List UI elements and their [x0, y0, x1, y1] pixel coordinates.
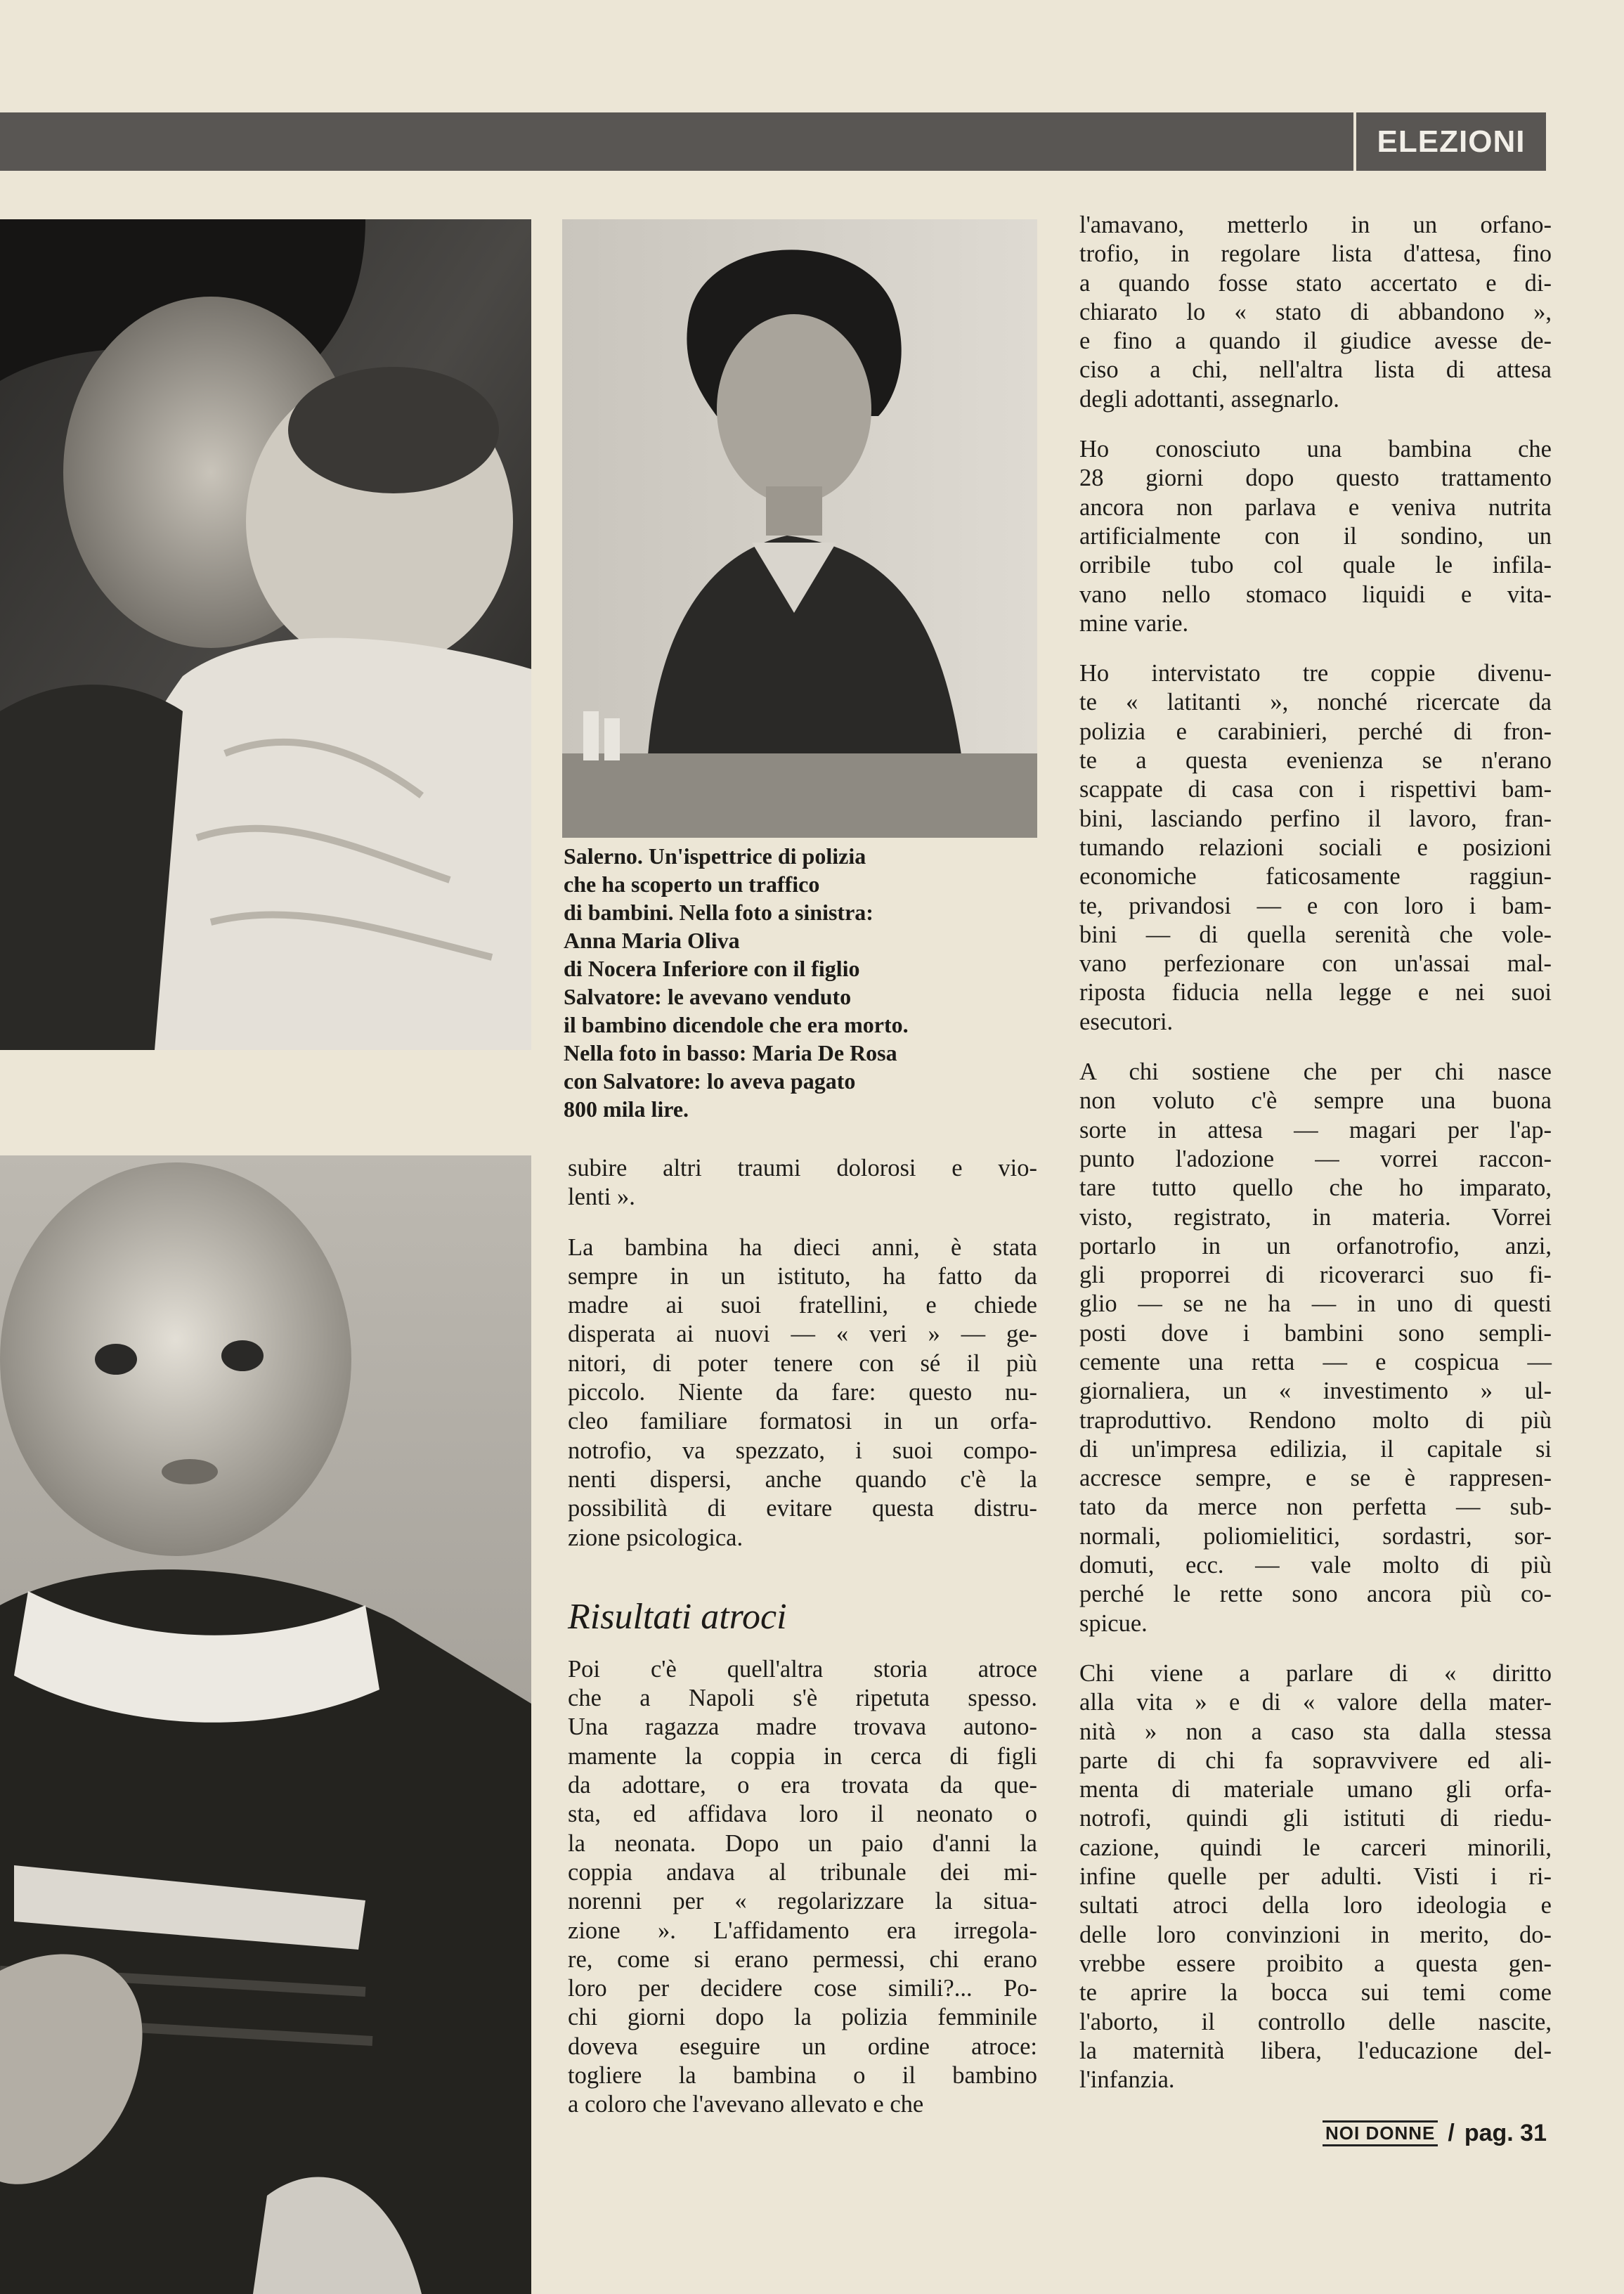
magazine-logo: NOI DONNE — [1323, 2120, 1438, 2146]
caption-line: Salerno. Un'ispettrice di polizia — [564, 843, 866, 869]
text-line: doveva eseguire un ordine atroce: — [568, 2033, 1037, 2060]
caption-line: con Salvatore: lo aveva pagato — [564, 1068, 856, 1094]
text-line: parte di chi fa sopravvivere ed ali- — [1079, 1747, 1552, 1774]
text-line: cleo familiare formatosi in un orfa- — [568, 1408, 1037, 1435]
text-line: artificialmente con il sondino, un — [1079, 522, 1552, 550]
text-line: trofio, in regolare lista d'attesa, fino — [1079, 240, 1552, 268]
text-line: possibilità di evitare questa distru- — [568, 1495, 1037, 1522]
text-line: Poi c'è quell'altra storia atroce — [568, 1655, 1037, 1683]
text-line: bini, lasciando perfino il lavoro, fran- — [1079, 805, 1552, 832]
text-line: vano nello stomaco liquidi e vita- — [1079, 581, 1552, 608]
text-line: te aprire la bocca sui temi come — [1079, 1979, 1552, 2007]
paragraph — [568, 1154, 1037, 1212]
text-line: l'infanzia. — [1079, 2066, 1175, 2094]
text-line: spicue. — [1079, 1609, 1148, 1637]
photo-woman-police-inspector — [562, 219, 1037, 838]
caption-line: Nella foto in basso: Maria De Rosa — [564, 1040, 897, 1065]
text-line: cemente una retta — e cospicua — — [1079, 1348, 1552, 1375]
text-line: ciso a chi, nell'altra lista di attesa — [1079, 356, 1552, 384]
section-label: ELEZIONI — [1353, 112, 1546, 171]
text-line: nenti dispersi, anche quando c'è la — [568, 1465, 1037, 1493]
article-column-right — [1079, 211, 1552, 2094]
text-line: te, privandosi — e con loro i bam- — [1079, 892, 1552, 919]
text-line: chiarato lo « stato di abbandono », — [1079, 298, 1552, 325]
text-line: delle loro convinzioni in merito, do- — [1079, 1921, 1552, 1948]
text-line: sempre in un istituto, ha fatto da — [568, 1262, 1037, 1290]
paragraph — [1079, 1058, 1552, 1638]
text-line: polizia e carabinieri, perché di fron- — [1079, 718, 1552, 745]
text-line: nitori, di poter tenere con sé il più — [568, 1349, 1037, 1377]
paragraph — [1079, 659, 1552, 1037]
text-line: vano perfezionare con un'assai mal- — [1079, 950, 1552, 978]
text-line: te « latitanti », nonché ricercate da — [1079, 689, 1552, 716]
text-line: sta, ed affidava loro il neonato o — [568, 1801, 1037, 1828]
page-footer — [1323, 2120, 1547, 2147]
text-line: te a questa evenienza se n'erano — [1079, 747, 1552, 775]
text-line: posti dove i bambini sono sempli- — [1079, 1319, 1552, 1347]
caption-line: Anna Maria Oliva — [564, 928, 740, 953]
text-line: l'amavano, metterlo in un orfano- — [1079, 212, 1552, 238]
footer-separator: / — [1448, 2120, 1455, 2146]
text-line: degli adottanti, assegnarlo. — [1079, 385, 1339, 413]
text-line: sorte in attesa — magari per l'ap- — [1079, 1116, 1552, 1143]
text-line: togliere la bambina o il bambino — [568, 2062, 1037, 2089]
text-line: orribile tubo col quale le infila- — [1079, 552, 1552, 579]
text-line: gli proporrei di ricoverarci suo fi- — [1079, 1262, 1552, 1289]
text-line: subire altri traumi dolorosi e vio- — [568, 1155, 1037, 1181]
photo-mother-with-baby — [0, 219, 531, 1050]
text-line: a quando fosse stato accertato e di- — [1079, 269, 1552, 297]
caption-line: che ha scoperto un traffico — [564, 871, 820, 897]
text-line: chi giorni dopo la polizia femminile — [568, 2004, 1037, 2031]
text-line: Ho intervistato tre coppie divenu- — [1079, 660, 1552, 687]
text-line: sultati atroci della loro ideologia e — [1079, 1892, 1552, 1919]
text-line: e fino a quando il giudice avesse de- — [1079, 328, 1552, 355]
text-line: notrofio, va spezzato, i suoi compo- — [568, 1437, 1037, 1464]
text-line: infine quelle per adulti. Visti i ri- — [1079, 1863, 1552, 1891]
article-column-middle — [568, 1154, 1037, 2120]
text-line: perché le rette sono ancora più co- — [1079, 1581, 1552, 1608]
text-line: domuti, ecc. — vale molto di più — [1079, 1552, 1552, 1579]
text-line: traproduttivo. Rendono molto di più — [1079, 1406, 1552, 1434]
caption-line: 800 mila lire. — [564, 1096, 689, 1122]
text-line: glio — se ne ha — in uno di questi — [1079, 1290, 1552, 1318]
page-number: pag. 31 — [1464, 2120, 1547, 2146]
text-line: ancora non parlava e veniva nutrita — [1079, 493, 1552, 521]
caption-line: di Nocera Inferiore con il figlio — [564, 956, 860, 981]
text-line: coppia andava al tribunale dei mi- — [568, 1858, 1037, 1886]
section-subheading: Risultati atroci — [568, 1596, 787, 1637]
text-line: di un'impresa edilizia, il capitale si — [1079, 1435, 1552, 1463]
text-line: loro per decidere cose simili?... Po- — [568, 1975, 1037, 2002]
text-line: norenni per « regolarizzare la situa- — [568, 1888, 1037, 1915]
text-line: accresce sempre, e se è rappresen- — [1079, 1465, 1552, 1492]
text-line: la maternità libera, l'educazione del- — [1079, 2037, 1552, 2064]
text-line: tare tutto quello che ho imparato, — [1079, 1174, 1552, 1202]
text-line: scappate di casa con i rispettivi bam- — [1079, 776, 1552, 803]
text-line: vrebbe essere proibito a questa gen- — [1079, 1950, 1552, 1977]
text-line: lenti ». — [568, 1184, 635, 1211]
text-line: l'aborto, il controllo delle nascite, — [1079, 2008, 1552, 2035]
text-line: piccolo. Niente da fare: questo nu- — [568, 1379, 1037, 1406]
paragraph — [1079, 435, 1552, 638]
text-line: re, come si erano permessi, chi erano — [568, 1945, 1037, 1973]
caption-line: il bambino dicendole che era morto. — [564, 1012, 909, 1037]
text-line: Una ragazza madre trovava autono- — [568, 1713, 1037, 1741]
paragraph — [568, 1233, 1037, 1553]
text-line: A chi sostiene che per chi nasce — [1079, 1058, 1552, 1086]
text-line: tato da merce non perfetta — sub- — [1079, 1493, 1552, 1521]
text-line: la neonata. Dopo un paio d'anni la — [568, 1829, 1037, 1857]
text-line: esecutori. — [1079, 1008, 1174, 1035]
caption-line: Salvatore: le avevano venduto — [564, 984, 852, 1009]
text-line: disperata ai nuovi — « veri » — ge- — [568, 1321, 1037, 1348]
text-line: giornaliera, un « investimento » ul- — [1079, 1378, 1552, 1405]
text-line: madre ai suoi fratellini, e chiede — [568, 1292, 1037, 1319]
text-line: menta di materiale umano gli orfa- — [1079, 1776, 1552, 1803]
text-line: economiche faticosamente raggiun- — [1079, 863, 1552, 890]
text-line: 28 giorni dopo questo trattamento — [1079, 465, 1552, 492]
text-line: punto l'adozione — vorrei raccon- — [1079, 1145, 1552, 1172]
text-line: tumando relazioni sociali e posizioni — [1079, 834, 1552, 861]
text-line: nità » non a caso sta dalla stessa — [1079, 1718, 1552, 1745]
text-line: visto, registrato, in materia. Vorrei — [1079, 1203, 1552, 1231]
text-line: normali, poliomielitici, sordastri, sor- — [1079, 1522, 1552, 1550]
header-bar — [0, 112, 1546, 171]
text-line: cazione, quindi le carceri minorili, — [1079, 1834, 1552, 1861]
text-line: zione ». L'affidamento era irregola- — [568, 1917, 1037, 1944]
photo-infant — [0, 1155, 531, 2294]
text-line: alla vita » e di « valore della mater- — [1079, 1689, 1552, 1716]
text-line: a coloro che l'avevano allevato e che — [568, 2091, 924, 2118]
text-line: zione psicologica. — [568, 1524, 743, 1551]
text-line: Ho conosciuto una bambina che — [1079, 436, 1552, 463]
photo-caption — [564, 842, 1041, 1123]
text-line: notrofi, quindi gli istituti di riedu- — [1079, 1805, 1552, 1832]
text-line: La bambina ha dieci anni, è stata — [568, 1233, 1037, 1261]
paragraph — [1079, 211, 1552, 414]
paragraph — [1079, 1659, 1552, 2094]
caption-line: di bambini. Nella foto a sinistra: — [564, 900, 873, 925]
text-line: riposta fiducia nella legge e nei suoi — [1079, 979, 1552, 1006]
text-line: portarlo in un orfanotrofio, anzi, — [1079, 1232, 1552, 1259]
text-line: bini — di quella serenità che vole- — [1079, 921, 1552, 948]
text-line: che a Napoli s'è ripetuta spesso. — [568, 1685, 1037, 1712]
text-line: mine varie. — [1079, 609, 1189, 637]
text-line: non voluto c'è sempre una buona — [1079, 1087, 1552, 1115]
text-line: Chi viene a parlare di « diritto — [1079, 1659, 1552, 1687]
text-line: mamente la coppia in cerca di figli — [568, 1742, 1037, 1770]
paragraph — [568, 1655, 1037, 2120]
text-line: da adottare, o era trovata da que- — [568, 1772, 1037, 1799]
